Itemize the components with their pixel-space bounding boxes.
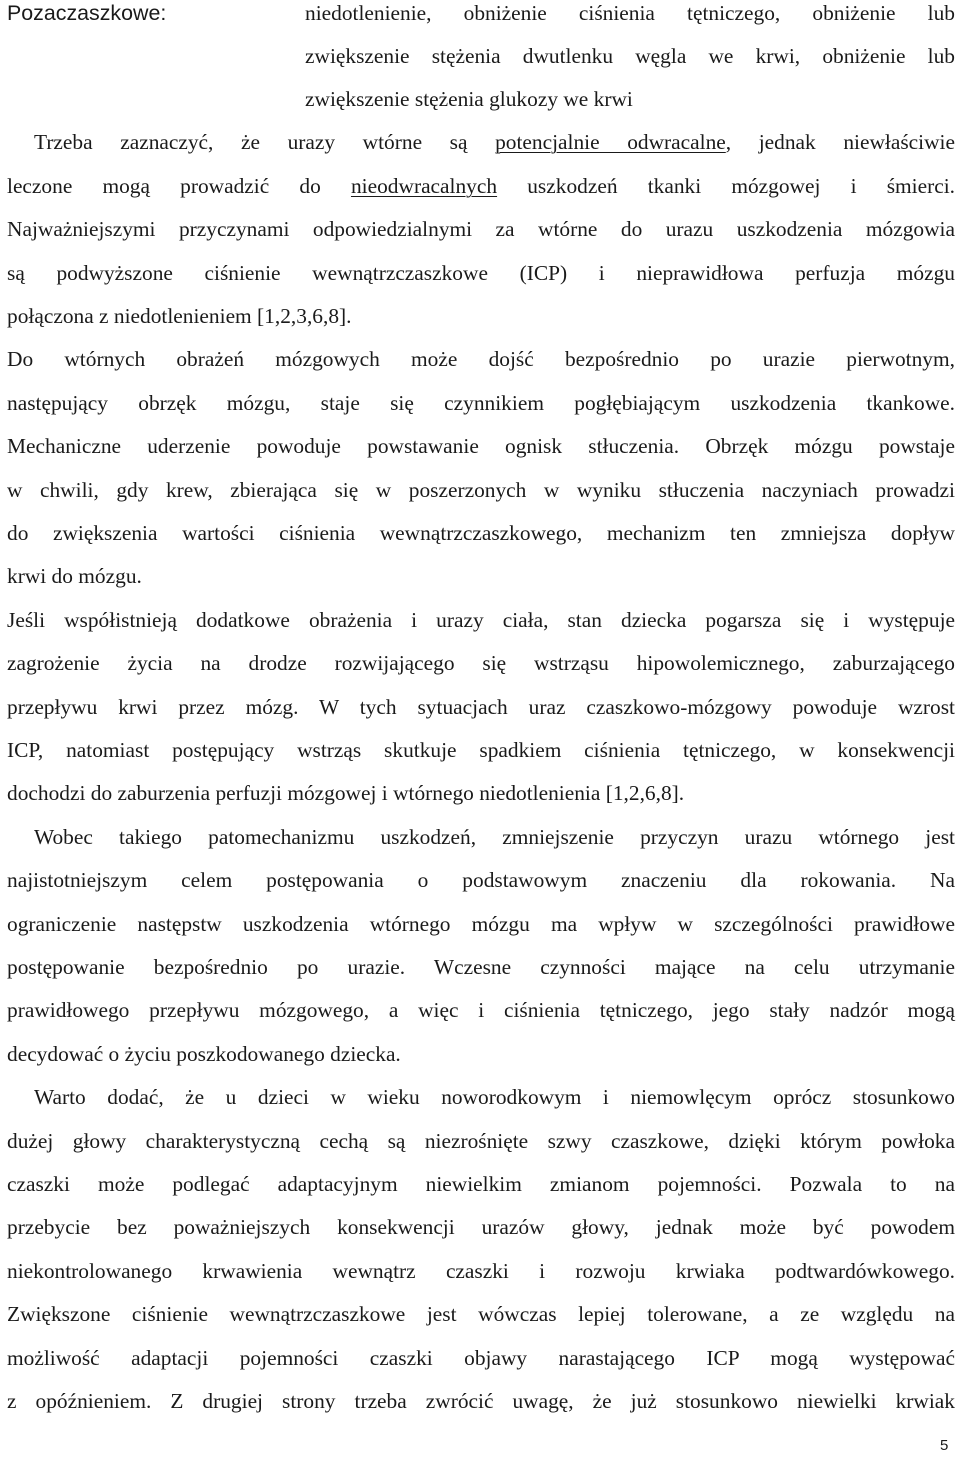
paragraph-line: leczone mogą prowadzić do nieodwracalnych uszkodzeń tkanki mózgowej i śmierci.	[7, 174, 956, 198]
definition-line: niedotlenienie, obniżenie ciśnienia tętniczego, obniżenie lub	[305, 1, 955, 25]
paragraph-line: postępowanie bezpośrednio po urazie. Wczesne czynności mające na celu utrzymanie	[7, 955, 955, 979]
paragraph-line: dużej głowy charakterystyczną cechą są niezrośnięte szwy czaszkowe, dzięki którym powłoka	[7, 1129, 955, 1153]
paragraph-line: połączona z niedotlenieniem [1,2,3,6,8].	[7, 304, 352, 328]
paragraph-line: Wobec takiego patomechanizmu uszkodzeń, zmniejszenie przyczyn urazu wtórnego jest	[34, 825, 955, 849]
paragraph-line: z opóźnieniem. Z drugiej strony trzeba zwrócić uwagę, że już stosunkowo niewielki krwiak	[7, 1389, 955, 1413]
paragraph-line: przebycie bez poważniejszych konsekwencji urazów głowy, jednak może być powodem	[7, 1215, 955, 1239]
paragraph-line: dochodzi do zaburzenia perfuzji mózgowej i wtórnego niedotlenienia [1,2,6,8].	[7, 781, 685, 805]
paragraph-line: Jeśli współistnieją dodatkowe obrażenia i urazy ciała, stan dziecka pogarsza się i występuje	[7, 608, 955, 632]
definition-line: zwiększenie stężenia glukozy we krwi	[305, 87, 633, 111]
underlined-phrase: potencjalnie odwracalne	[495, 130, 726, 154]
paragraph-line: ograniczenie następstw uszkodzenia wtórnego mózgu ma wpływ w szczególności prawidłowe	[7, 912, 955, 936]
paragraph-line: następujący obrzęk mózgu, staje się czynnikiem pogłębiającym uszkodzenia tkankowe.	[7, 391, 955, 415]
paragraph-line: Warto dodać, że u dzieci w wieku noworodkowym i niemowlęcym oprócz stosunkowo	[34, 1085, 955, 1109]
underlined-phrase: nieodwracalnych	[350, 174, 498, 198]
definition-line: zwiększenie stężenia dwutlenku węgla we krwi, obniżenie lub	[305, 44, 955, 68]
paragraph-line: Zwiększone ciśnienie wewnątrzczaszkowe jest wówczas lepiej tolerowane, a ze względu na	[7, 1302, 955, 1326]
paragraph-line: krwi do mózgu.	[7, 564, 142, 588]
paragraph-line: najistotniejszym celem postępowania o podstawowym znaczeniu dla rokowania. Na	[7, 868, 955, 892]
paragraph-line: możliwość adaptacji pojemności czaszki objawy narastającego ICP mogą występować	[7, 1346, 955, 1370]
paragraph-line: Najważniejszymi przyczynami odpowiedzialnymi za wtórne do urazu uszkodzenia mózgowia	[7, 217, 955, 241]
paragraph-line: zagrożenie życia na drodze rozwijającego się wstrząsu hipowolemicznego, zaburzającego	[7, 651, 955, 675]
paragraph-line: są podwyższone ciśnienie wewnątrzczaszkowe (ICP) i nieprawidłowa perfuzja mózgu	[7, 261, 955, 285]
paragraph-line: przepływu krwi przez mózg. W tych sytuacjach uraz czaszkowo-mózgowy powoduje wzrost	[7, 695, 955, 719]
paragraph-line: Mechaniczne uderzenie powoduje powstawanie ognisk stłuczenia. Obrzęk mózgu powstaje	[7, 434, 955, 458]
paragraph-line: w chwili, gdy krew, zbierająca się w poszerzonych w wyniku stłuczenia naczyniach prowadzi	[7, 478, 955, 502]
paragraph-line: decydować o życiu poszkodowanego dziecka.	[7, 1042, 401, 1066]
paragraph-line: Trzeba zaznaczyć, że urazy wtórne są potencjalnie odwracalne, jednak niewłaściwie	[34, 130, 955, 154]
paragraph-line: ICP, natomiast postępujący wstrząs skutkuje spadkiem ciśnienia tętniczego, w konsekwencji	[7, 738, 955, 762]
definition-label: Pozaczaszkowe:	[7, 1, 167, 25]
paragraph-line: czaszki może podlegać adaptacyjnym niewielkim zmianom pojemności. Pozwala to na	[7, 1172, 955, 1196]
paragraph-line: prawidłowego przepływu mózgowego, a więc i ciśnienia tętniczego, jego stały nadzór mogą	[7, 998, 955, 1022]
paragraph-line: do zwiększenia wartości ciśnienia wewnątrzczaszkowego, mechanizm ten zmniejsza dopływ	[7, 521, 955, 545]
paragraph-line: Do wtórnych obrażeń mózgowych może dojść bezpośrednio po urazie pierwotnym,	[7, 347, 955, 371]
page-number: 5	[940, 1437, 949, 1454]
paragraph-line: niekontrolowanego krwawienia wewnątrz czaszki i rozwoju krwiaka podtwardówkowego.	[7, 1259, 955, 1283]
